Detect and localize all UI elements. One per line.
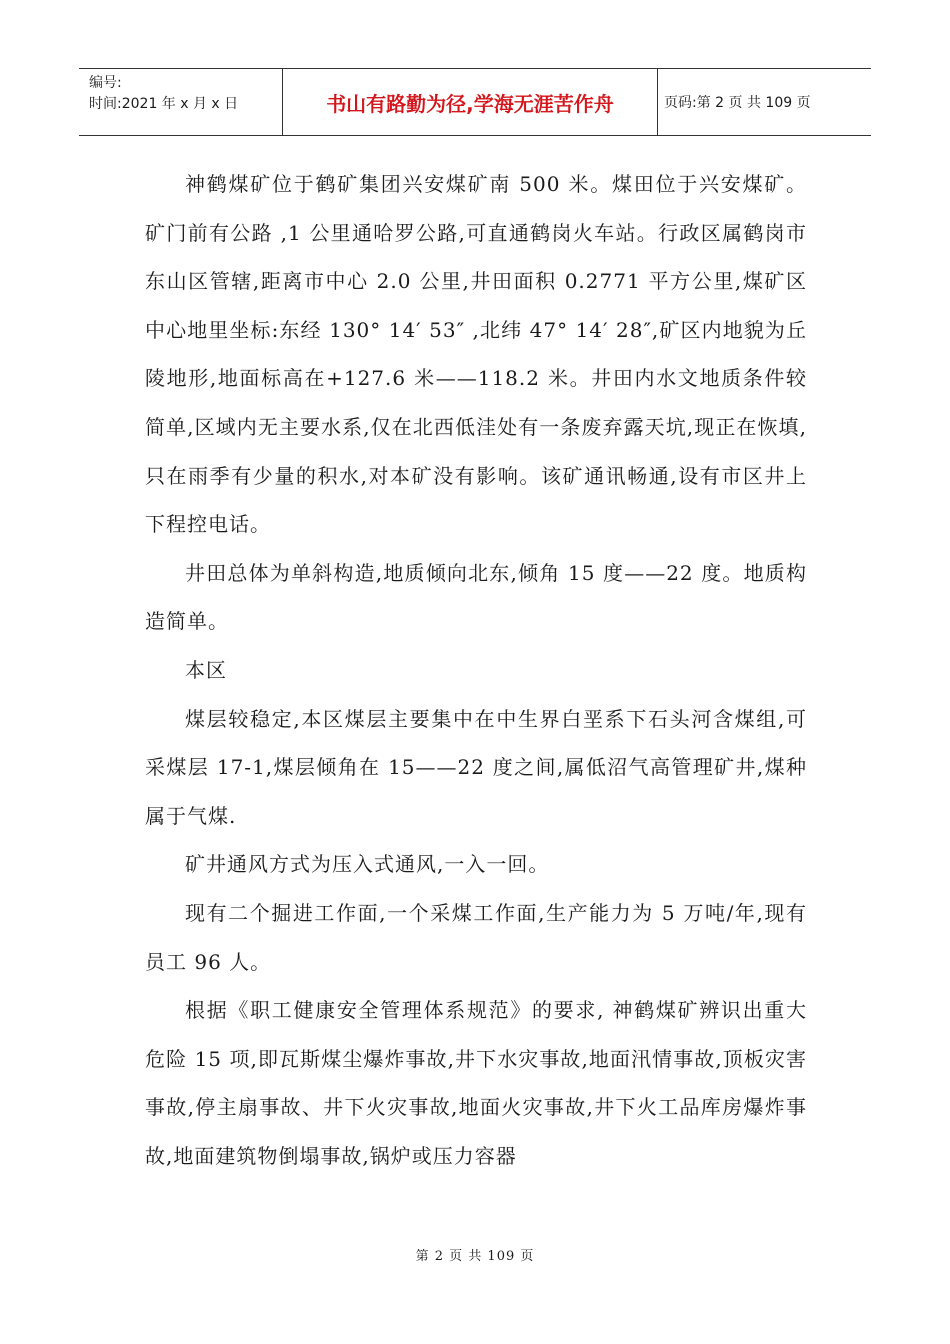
paragraph: 煤层较稳定,本区煤层主要集中在中生界白垩系下石头河含煤组,可采煤层 17-1,煤层倾角在 15——22 度之间,属低沼气高管理矿井,煤种属于气煤. [145, 706, 807, 828]
header-motto: 书山有路勤为径,学海无涯苦作舟 [283, 69, 658, 135]
paragraph: 现有二个掘进工作面,一个采煤工作面,生产能力为 5 万吨/年,现有员工 96 人。 [145, 900, 807, 974]
page-header [79, 68, 871, 136]
paragraph: 矿井通风方式为压入式通风,一入一回。 [185, 852, 550, 877]
paragraph: 本区 [185, 657, 227, 682]
paragraph: 神鹤煤矿位于鹤矿集团兴安煤矿南 500 米。煤田位于兴安煤矿。矿门前有公路 ,1 公里通哈罗公路,可直通鹤岗火车站。行政区属鹤岗市东山区管辖,距离市中心 2.0 公里,井田面积 0.2771 平方公里,煤矿区中心地里坐标:东经 130° 14′ 53″ ,北纬 47° 14′ 28″,矿区内地貌为丘陵地形,地面标高在+127.6 米——118.2 米。井田内水文地质条件较简单,区域内无主要水系,仅在北西低洼处有一条废弃露天坑,现正在恢填,只在雨季有少量的积水,对本矿没有影响。该矿通讯畅通,设有市区井上下程控电话。 [145, 172, 807, 537]
paragraph: 井田总体为单斜构造,地质倾向北东,倾角 15 度——22 度。地质构造简单。 [145, 560, 807, 634]
number-label: 编号: [89, 75, 122, 91]
document-body [145, 160, 807, 1180]
paragraph: 根据《职工健康安全管理体系规范》的要求, 神鹤煤矿辨识出重大危险 15 项,即瓦斯煤尘爆炸事故,井下水灾事故,地面汛情事故,顶板灾害事故,停主扇事故、井下火灾事故,地面火灾事故,井下火工品库房爆炸事故,地面建筑物倒塌事故,锅炉或压力容器 [145, 998, 807, 1168]
header-page-info: 页码:第 2 页 共 109 页 [664, 95, 811, 111]
header-meta [79, 69, 283, 135]
time-label: 时间:2021 年 x 月 x 日 [89, 96, 239, 112]
page-footer: 第 2 页 共 109 页 [415, 1249, 535, 1264]
